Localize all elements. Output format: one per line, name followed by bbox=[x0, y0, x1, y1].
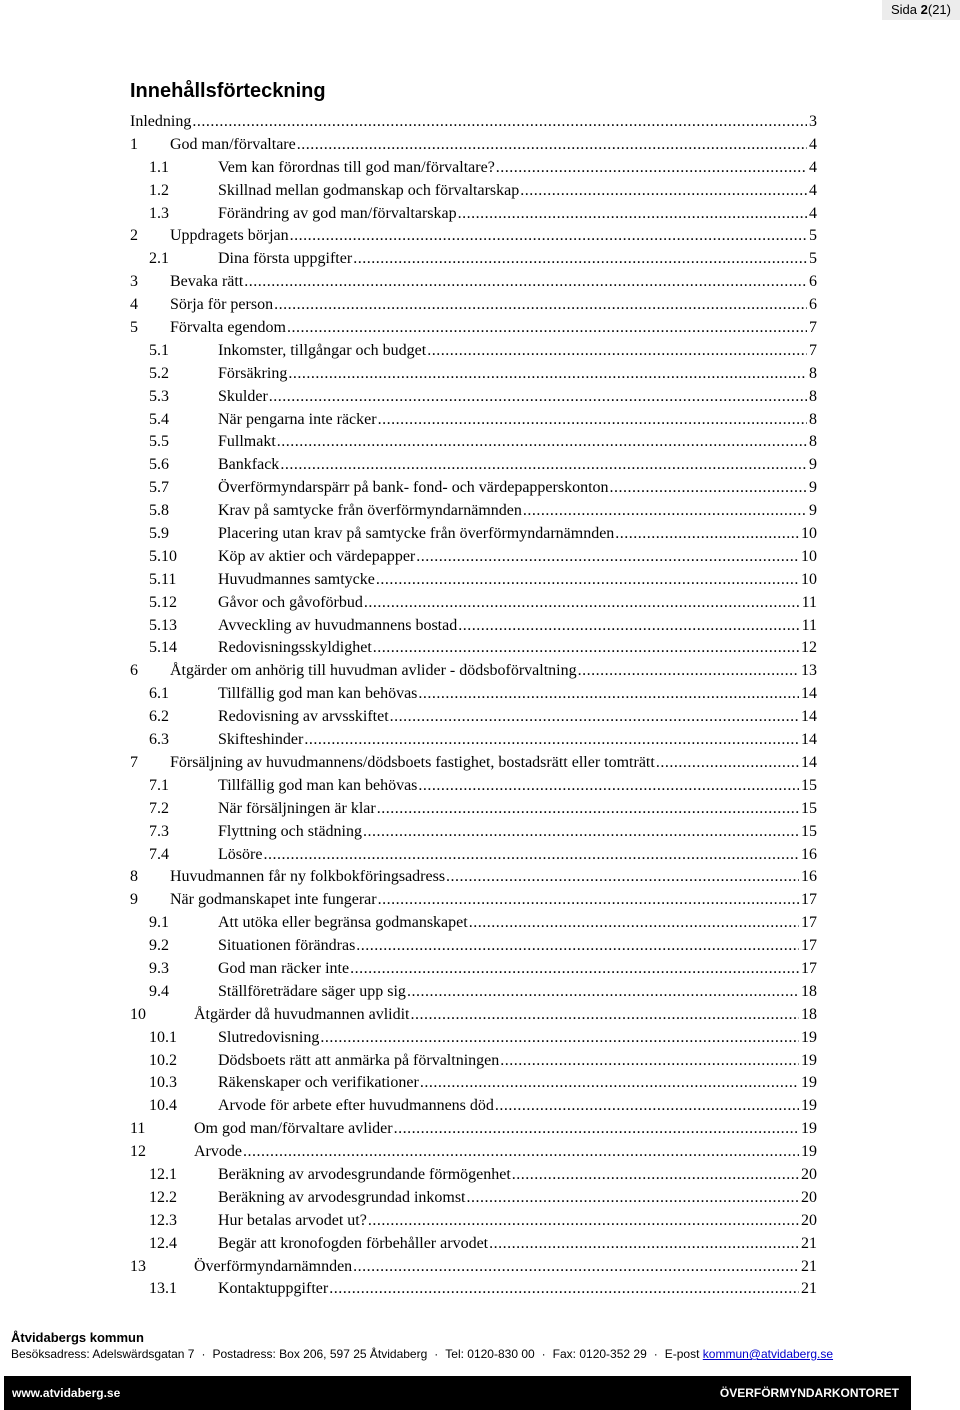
toc-entry-title: När försäljningen är klar bbox=[218, 799, 376, 817]
toc-entry-number: 2.1 bbox=[149, 250, 169, 268]
email-link[interactable]: kommun@atvidaberg.se bbox=[702, 1347, 834, 1361]
toc-entry-page: 9 bbox=[809, 479, 817, 497]
toc-entry[interactable] bbox=[130, 225, 817, 248]
toc-entry-page: 15 bbox=[801, 799, 817, 817]
toc-entry-page: 16 bbox=[801, 845, 817, 863]
toc-dot-leader bbox=[269, 386, 807, 409]
toc-entry-page: 18 bbox=[801, 982, 817, 1000]
toc-entry-page: 14 bbox=[801, 753, 817, 771]
toc-entry-title: När pengarna inte räcker bbox=[218, 410, 377, 428]
toc-dot-leader bbox=[288, 363, 807, 386]
toc-entry-number: 7 bbox=[130, 753, 138, 771]
toc-entry-title: Redovisningsskyldighet bbox=[218, 639, 372, 657]
toc-entry[interactable] bbox=[130, 477, 817, 500]
toc-entry-number: 5.14 bbox=[149, 639, 177, 657]
toc-entry-number: 10.3 bbox=[149, 1074, 177, 1092]
toc-dot-leader bbox=[350, 958, 799, 981]
toc-entry-page: 4 bbox=[809, 181, 817, 199]
toc-entry-number: 9.4 bbox=[149, 982, 169, 1000]
toc-entry-number: 5.3 bbox=[149, 387, 169, 405]
toc-entry-page: 19 bbox=[801, 1028, 817, 1046]
separator: · bbox=[201, 1347, 206, 1361]
toc-entry-page: 17 bbox=[801, 914, 817, 932]
toc-entry-number: 7.2 bbox=[149, 799, 169, 817]
toc-entry-title: Gåvor och gåvoförbud bbox=[218, 593, 363, 611]
toc-dot-leader bbox=[378, 889, 799, 912]
toc-entry-title: Åtgärder om anhörig till huvudman avlider - dödsboförvaltning bbox=[170, 662, 577, 680]
toc-dot-leader bbox=[377, 798, 799, 821]
toc-entry-title: Överförmyndarspärr på bank- fond- och värdepapperskonton bbox=[218, 479, 609, 497]
toc-dot-leader bbox=[368, 1210, 799, 1233]
toc-entry-page: 10 bbox=[801, 525, 817, 543]
toc-entry-page: 6 bbox=[809, 296, 817, 314]
toc-entry-title: Att utöka eller begränsa godmanskapet bbox=[218, 914, 468, 932]
toc-entry[interactable] bbox=[130, 683, 817, 706]
separator: · bbox=[653, 1347, 658, 1361]
toc-entry[interactable] bbox=[130, 523, 817, 546]
department-name: ÖVERFÖRMYNDARKONTORET bbox=[719, 1386, 899, 1400]
toc-entry[interactable] bbox=[130, 592, 817, 615]
toc-dot-leader bbox=[378, 409, 807, 432]
toc-entry-number: 13.1 bbox=[149, 1280, 177, 1298]
toc-dot-leader bbox=[364, 592, 800, 615]
toc-dot-leader bbox=[469, 912, 799, 935]
toc-dot-leader bbox=[243, 1141, 799, 1164]
page-label: Sida bbox=[890, 2, 918, 17]
toc-dot-leader bbox=[420, 1072, 799, 1095]
toc-entry-title: Försäkring bbox=[218, 364, 288, 382]
toc-dot-leader bbox=[263, 844, 799, 867]
toc-dot-leader bbox=[390, 706, 799, 729]
toc-entry-page: 16 bbox=[801, 868, 817, 886]
toc-entry[interactable] bbox=[130, 775, 817, 798]
toc-entry-number: 8 bbox=[130, 868, 138, 886]
toc-entry[interactable] bbox=[130, 1164, 817, 1187]
toc-entry[interactable] bbox=[130, 935, 817, 958]
toc-entry-page: 19 bbox=[801, 1143, 817, 1161]
toc-entry[interactable] bbox=[130, 1027, 817, 1050]
toc-entry-title: Överförmyndarnämnden bbox=[194, 1257, 353, 1275]
toc-entry-title: Kontaktuppgifter bbox=[218, 1280, 329, 1298]
toc-dot-leader bbox=[304, 729, 799, 752]
toc-entry-page: 15 bbox=[801, 822, 817, 840]
toc-dot-leader bbox=[578, 660, 799, 683]
toc-entry-title: God man räcker inte bbox=[218, 959, 350, 977]
toc-entry-title: Dina första uppgifter bbox=[218, 250, 353, 268]
toc-entry-number: 5.5 bbox=[149, 433, 169, 451]
toc-entry[interactable] bbox=[130, 363, 817, 386]
toc-entry-number: 1.3 bbox=[149, 204, 169, 222]
toc-entry-number: 10.2 bbox=[149, 1051, 177, 1069]
toc-dot-leader bbox=[656, 752, 799, 775]
toc-entry-page: 20 bbox=[801, 1211, 817, 1229]
toc-entry-number: 9 bbox=[130, 891, 138, 909]
toc-entry-page: 5 bbox=[809, 250, 817, 268]
toc-entry-page: 21 bbox=[801, 1257, 817, 1275]
toc-entry[interactable] bbox=[130, 294, 817, 317]
toc-entry-number: 10.4 bbox=[149, 1097, 177, 1115]
toc-entry-title: Dödsboets rätt att anmärka på förvaltningen bbox=[218, 1051, 500, 1069]
toc-entry-page: 13 bbox=[801, 662, 817, 680]
fax-number: Fax: 0120-352 29 bbox=[552, 1347, 647, 1361]
toc-entry-page: 19 bbox=[801, 1120, 817, 1138]
toc-entry-number: 5.9 bbox=[149, 525, 169, 543]
toc-entry[interactable] bbox=[130, 157, 817, 180]
toc-entry-title: Bankfack bbox=[218, 456, 280, 474]
toc-entry-title: Skillnad mellan godmanskap och förvaltarskap bbox=[218, 181, 520, 199]
toc-entry[interactable] bbox=[130, 500, 817, 523]
toc-dot-leader bbox=[277, 431, 807, 454]
toc-entry-page: 6 bbox=[809, 273, 817, 291]
toc-entry[interactable] bbox=[130, 706, 817, 729]
toc-entry[interactable] bbox=[130, 317, 817, 340]
toc-entry-number: 7.3 bbox=[149, 822, 169, 840]
toc-dot-leader bbox=[458, 203, 807, 226]
toc-entry[interactable] bbox=[130, 752, 817, 775]
toc-entry-number: 7.1 bbox=[149, 776, 169, 794]
toc-entry[interactable] bbox=[130, 1141, 817, 1164]
toc-entry[interactable] bbox=[130, 1233, 817, 1256]
toc-dot-leader bbox=[523, 500, 807, 523]
toc-entry-number: 4 bbox=[130, 296, 138, 314]
toc-entry-title: Situationen förändras bbox=[218, 937, 356, 955]
toc-dot-leader bbox=[280, 454, 807, 477]
toc-dot-leader bbox=[353, 1256, 799, 1279]
toc-entry-number: 12.4 bbox=[149, 1234, 177, 1252]
toc-entry-number: 7.4 bbox=[149, 845, 169, 863]
website-link[interactable]: www.atvidaberg.se bbox=[12, 1386, 121, 1400]
toc-entry[interactable] bbox=[130, 340, 817, 363]
toc-entry-page: 15 bbox=[801, 776, 817, 794]
toc-dot-leader bbox=[244, 271, 807, 294]
toc-entry-title: Arvode för arbete efter huvudmannens död bbox=[218, 1097, 494, 1115]
toc-entry-title: Beräkning av arvodesgrundande förmögenhet bbox=[218, 1165, 511, 1183]
toc-entry-number: 1 bbox=[130, 135, 138, 153]
toc-entry-title: När godmanskapet inte fungerar bbox=[170, 891, 377, 909]
toc-entry-title: Om god man/förvaltare avlider bbox=[194, 1120, 393, 1138]
toc-entry-number: 5.1 bbox=[149, 341, 169, 359]
toc-entry[interactable] bbox=[130, 912, 817, 935]
toc-entry-title: Huvudmannes samtycke bbox=[218, 570, 375, 588]
toc-entry-title: Begär att kronofogden förbehåller arvodet bbox=[218, 1234, 489, 1252]
toc-dot-leader bbox=[297, 134, 807, 157]
toc-entry-page: 4 bbox=[809, 204, 817, 222]
toc-entry-number: 12.1 bbox=[149, 1165, 177, 1183]
toc-entry-number: 12.3 bbox=[149, 1211, 177, 1229]
toc-entry[interactable] bbox=[130, 866, 817, 889]
toc-entry-number: 11 bbox=[130, 1120, 146, 1138]
toc-entry-title: Förvalta egendom bbox=[170, 319, 286, 337]
toc-dot-leader bbox=[418, 775, 799, 798]
toc-entry-page: 8 bbox=[809, 364, 817, 382]
toc-entry-number: 9.2 bbox=[149, 937, 169, 955]
toc-entry-number: 6.1 bbox=[149, 685, 169, 703]
toc-dot-leader bbox=[407, 981, 799, 1004]
toc-entry-page: 8 bbox=[809, 410, 817, 428]
toc-entry-number: 10.1 bbox=[149, 1028, 177, 1046]
toc-entry-title: Vem kan förordnas till god man/förvaltare? bbox=[218, 158, 495, 176]
toc-entry[interactable] bbox=[130, 889, 817, 912]
toc-entry-title: Skulder bbox=[218, 387, 268, 405]
toc-dot-leader bbox=[500, 1050, 799, 1073]
toc-entry[interactable] bbox=[130, 844, 817, 867]
email-label: E-post bbox=[664, 1347, 700, 1361]
toc-dot-leader bbox=[458, 615, 799, 638]
toc-dot-leader bbox=[274, 294, 807, 317]
toc-entry-number: 9.1 bbox=[149, 914, 169, 932]
toc-entry[interactable] bbox=[130, 615, 817, 638]
toc-entry-number: 5.4 bbox=[149, 410, 169, 428]
toc-entry-page: 17 bbox=[801, 937, 817, 955]
toc-entry-page: 20 bbox=[801, 1188, 817, 1206]
toc-entry[interactable] bbox=[130, 1004, 817, 1027]
toc-dot-leader bbox=[467, 1187, 800, 1210]
toc-entry-page: 17 bbox=[801, 891, 817, 909]
toc-entry-title: Skifteshinder bbox=[218, 731, 304, 749]
toc-entry-number: 5.2 bbox=[149, 364, 169, 382]
toc-entry-number: 1.1 bbox=[149, 158, 169, 176]
toc-dot-leader bbox=[427, 340, 807, 363]
toc-entry-number: 3 bbox=[130, 273, 138, 291]
toc-entry-title: Försäljning av huvudmannens/dödsboets fastighet, bostadsrätt eller tomträtt bbox=[170, 753, 655, 771]
toc-entry-page: 5 bbox=[809, 227, 817, 245]
toc-dot-leader bbox=[615, 523, 799, 546]
toc-entry[interactable] bbox=[130, 729, 817, 752]
toc-entry-number: 5.6 bbox=[149, 456, 169, 474]
toc-dot-leader bbox=[356, 935, 799, 958]
toc-entry-title: Räkenskaper och verifikationer bbox=[218, 1074, 419, 1092]
toc-entry[interactable] bbox=[130, 958, 817, 981]
toc-entry-page: 9 bbox=[809, 456, 817, 474]
visit-address: Besöksadress: Adelswärdsgatan 7 bbox=[11, 1347, 195, 1361]
toc-dot-leader bbox=[496, 157, 807, 180]
toc-entry-number: 5.13 bbox=[149, 616, 177, 634]
toc-entry-page: 18 bbox=[801, 1005, 817, 1023]
toc-entry-title: Redovisning av arvsskiftet bbox=[218, 708, 389, 726]
toc-entry[interactable] bbox=[130, 1187, 817, 1210]
toc-entry-page: 9 bbox=[809, 502, 817, 520]
toc-entry[interactable] bbox=[130, 248, 817, 271]
toc-dot-leader bbox=[418, 683, 799, 706]
toc-entry[interactable] bbox=[130, 1278, 817, 1301]
toc-dot-leader bbox=[376, 569, 799, 592]
toc-entry-number: 13 bbox=[130, 1257, 146, 1275]
toc-entry-page: 17 bbox=[801, 959, 817, 977]
toc-entry-title: Förändring av god man/förvaltarskap bbox=[218, 204, 457, 222]
toc-dot-leader bbox=[512, 1164, 799, 1187]
toc-entry[interactable] bbox=[130, 386, 817, 409]
toc-entry-title: Flyttning och städning bbox=[218, 822, 362, 840]
toc-list bbox=[130, 111, 817, 1301]
postal-address: Postadress: Box 206, 597 25 Åtvidaberg bbox=[212, 1347, 428, 1361]
toc-entry-title: Tillfällig god man kan behövas bbox=[218, 685, 418, 703]
toc-entry-page: 14 bbox=[801, 731, 817, 749]
toc-entry[interactable] bbox=[130, 637, 817, 660]
toc-dot-leader bbox=[363, 821, 799, 844]
toc-entry-page: 11 bbox=[801, 593, 817, 611]
toc-entry-page: 12 bbox=[801, 639, 817, 657]
toc-entry[interactable] bbox=[130, 546, 817, 569]
toc-entry-number: 6 bbox=[130, 662, 138, 680]
toc-entry[interactable] bbox=[130, 821, 817, 844]
toc-entry-page: 19 bbox=[801, 1051, 817, 1069]
toc-entry[interactable] bbox=[130, 180, 817, 203]
toc-entry-page: 8 bbox=[809, 387, 817, 405]
toc-entry[interactable] bbox=[130, 454, 817, 477]
toc-entry-title: Inledning bbox=[130, 113, 192, 130]
page-number bbox=[882, 0, 960, 20]
toc-entry[interactable] bbox=[130, 1210, 817, 1233]
toc-entry-title: Arvode bbox=[194, 1143, 242, 1161]
toc-entry[interactable] bbox=[130, 271, 817, 294]
toc-entry-page: 8 bbox=[809, 433, 817, 451]
toc-entry[interactable] bbox=[130, 203, 817, 226]
toc-entry-number: 5.12 bbox=[149, 593, 177, 611]
toc-entry-page: 4 bbox=[809, 158, 817, 176]
toc-entry-number: 10 bbox=[130, 1005, 146, 1023]
toc-dot-leader bbox=[353, 248, 807, 271]
toc-dot-leader bbox=[320, 1027, 799, 1050]
toc-dot-leader bbox=[287, 317, 807, 340]
toc-entry[interactable] bbox=[130, 981, 817, 1004]
toc-entry-page: 10 bbox=[801, 570, 817, 588]
toc-entry-number: 1.2 bbox=[149, 181, 169, 199]
toc-entry-title: Fullmakt bbox=[218, 433, 276, 451]
toc-entry[interactable] bbox=[130, 798, 817, 821]
toc-dot-leader bbox=[329, 1278, 799, 1301]
toc-entry-page: 14 bbox=[801, 708, 817, 726]
toc-entry-page: 3 bbox=[809, 113, 817, 130]
page-current: 2 bbox=[920, 2, 928, 17]
toc-entry-number: 2 bbox=[130, 227, 138, 245]
toc-entry-page: 11 bbox=[801, 616, 817, 634]
toc-dot-leader bbox=[290, 225, 807, 248]
toc-dot-leader bbox=[446, 866, 799, 889]
toc-entry[interactable] bbox=[130, 1118, 817, 1141]
toc-dot-leader bbox=[394, 1118, 799, 1141]
toc-dot-leader bbox=[416, 546, 799, 569]
toc-entry-title: Köp av aktier och värdepapper bbox=[218, 547, 416, 565]
toc-entry-page: 21 bbox=[801, 1234, 817, 1252]
toc-dot-leader bbox=[489, 1233, 799, 1256]
toc-entry-title: Tillfällig god man kan behövas bbox=[218, 776, 418, 794]
toc-entry-page: 4 bbox=[809, 135, 817, 153]
toc-dot-leader bbox=[610, 477, 807, 500]
toc-entry[interactable] bbox=[130, 660, 817, 683]
toc-entry-title: Krav på samtycke från överförmyndarnämnden bbox=[218, 502, 522, 520]
separator: · bbox=[541, 1347, 546, 1361]
toc-entry-title: God man/förvaltare bbox=[170, 135, 296, 153]
toc-dot-leader bbox=[495, 1095, 799, 1118]
toc-entry-title: Slutredovisning bbox=[218, 1028, 320, 1046]
footer-bar bbox=[4, 1376, 911, 1410]
toc-dot-leader bbox=[192, 111, 807, 134]
toc-entry[interactable] bbox=[130, 111, 817, 134]
toc-entry[interactable] bbox=[130, 1072, 817, 1095]
toc-entry-number: 12.2 bbox=[149, 1188, 177, 1206]
toc-entry-title: Sörja för person bbox=[170, 296, 274, 314]
toc-entry-title: Ställföreträdare säger upp sig bbox=[218, 982, 406, 1000]
toc-entry-number: 5.8 bbox=[149, 502, 169, 520]
toc-entry-title: Placering utan krav på samtycke från överförmyndarnämnden bbox=[218, 525, 615, 543]
toc-entry-number: 6.3 bbox=[149, 731, 169, 749]
toc-entry-number: 5.10 bbox=[149, 547, 177, 565]
toc-dot-leader bbox=[411, 1004, 800, 1027]
toc-entry-page: 19 bbox=[801, 1097, 817, 1115]
toc-entry-title: Beräkning av arvodesgrundad inkomst bbox=[218, 1188, 466, 1206]
toc-entry-number: 5 bbox=[130, 319, 138, 337]
toc-entry-page: 14 bbox=[801, 685, 817, 703]
footer-organization: Åtvidabergs kommun bbox=[11, 1330, 144, 1345]
toc-entry[interactable] bbox=[130, 409, 817, 432]
toc-entry[interactable] bbox=[130, 1095, 817, 1118]
separator: · bbox=[434, 1347, 439, 1361]
toc-entry-title: Avveckling av huvudmannens bostad bbox=[218, 616, 458, 634]
toc-title: Innehållsförteckning bbox=[130, 80, 326, 102]
toc-entry-page: 7 bbox=[809, 341, 817, 359]
toc-entry-page: 21 bbox=[801, 1280, 817, 1298]
toc-entry-title: Lösöre bbox=[218, 845, 263, 863]
toc-entry[interactable] bbox=[130, 1050, 817, 1073]
toc-entry-number: 5.11 bbox=[149, 570, 177, 588]
toc-entry-title: Bevaka rätt bbox=[170, 273, 244, 291]
toc-entry-number: 9.3 bbox=[149, 959, 169, 977]
toc-entry-number: 6.2 bbox=[149, 708, 169, 726]
toc-entry-page: 20 bbox=[801, 1165, 817, 1183]
toc-dot-leader bbox=[373, 637, 799, 660]
toc-entry-number: 5.7 bbox=[149, 479, 169, 497]
toc-entry-page: 7 bbox=[809, 319, 817, 337]
toc-entry[interactable] bbox=[130, 431, 817, 454]
phone-number: Tel: 0120-830 00 bbox=[445, 1347, 535, 1361]
toc-entry-title: Hur betalas arvodet ut? bbox=[218, 1211, 367, 1229]
toc-entry-number: 12 bbox=[130, 1143, 146, 1161]
toc-entry[interactable] bbox=[130, 1256, 817, 1279]
toc-entry-title: Huvudmannen får ny folkbokföringsadress bbox=[170, 868, 446, 886]
page-total: (21) bbox=[927, 2, 951, 17]
toc-entry-page: 10 bbox=[801, 547, 817, 565]
footer-contact-line bbox=[11, 1346, 833, 1362]
toc-entry-title: Uppdragets början bbox=[170, 227, 289, 245]
toc-entry-title: Inkomster, tillgångar och budget bbox=[218, 341, 427, 359]
toc-entry[interactable] bbox=[130, 134, 817, 157]
toc-dot-leader bbox=[520, 180, 807, 203]
toc-entry-title: Åtgärder då huvudmannen avlidit bbox=[194, 1005, 410, 1023]
toc-entry[interactable] bbox=[130, 569, 817, 592]
toc-entry-page: 19 bbox=[801, 1074, 817, 1092]
